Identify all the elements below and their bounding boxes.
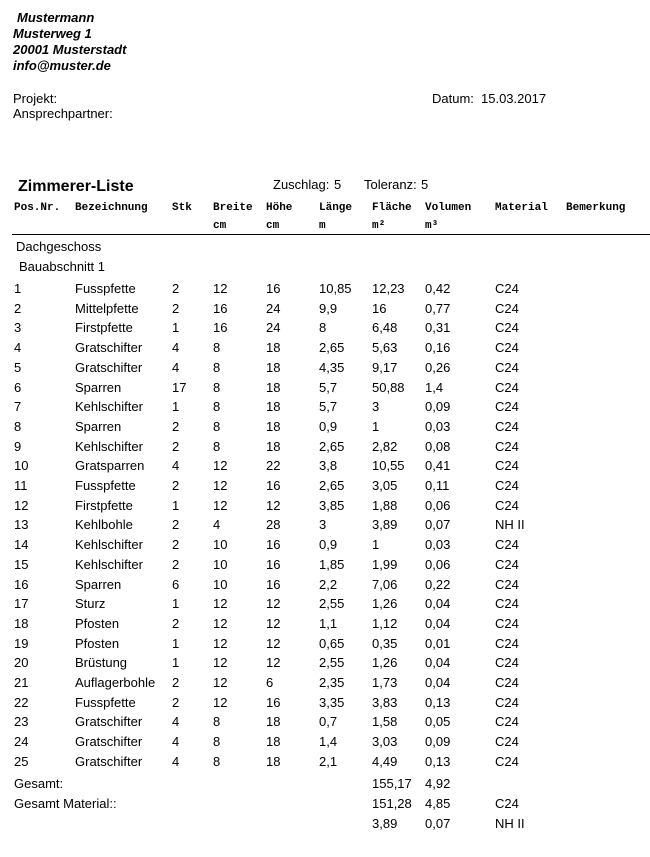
hoehe-cell: 12 (266, 596, 281, 611)
column-header: Material (495, 202, 548, 214)
flaeche-cell: 10,55 (372, 458, 405, 473)
pos-nr-cell: 25 (14, 754, 29, 769)
material-cell: C24 (495, 340, 519, 355)
ansprechpartner-label: Ansprechpartner: (13, 106, 113, 121)
zuschlag-value: 5 (334, 177, 342, 192)
material-cell: C24 (495, 419, 519, 434)
volumen-cell: 0,22 (425, 577, 451, 592)
flaeche-cell: 16 (372, 301, 387, 316)
flaeche-cell: 1,26 (372, 655, 398, 670)
column-header: Bezeichnung (75, 202, 148, 214)
laenge-cell: 1,4 (319, 734, 338, 749)
bezeichnung-cell: Fusspfette (75, 695, 136, 710)
laenge-cell: 1,85 (319, 557, 345, 572)
stk-cell: 2 (172, 281, 180, 296)
hoehe-cell: 16 (266, 281, 281, 296)
stk-cell: 2 (172, 517, 180, 532)
bezeichnung-cell: Fusspfette (75, 478, 136, 493)
bezeichnung-cell: Brüstung (75, 655, 128, 670)
bezeichnung-cell: Sparren (75, 577, 122, 592)
bezeichnung-cell: Sparren (75, 380, 122, 395)
sender-street: Musterweg 1 (13, 26, 92, 41)
column-unit: m³ (425, 220, 439, 232)
hoehe-cell: 12 (266, 616, 281, 631)
volumen-cell: 0,07 (425, 517, 451, 532)
subsection-heading: Bauabschnitt 1 (19, 259, 106, 274)
hoehe-cell: 18 (266, 754, 281, 769)
pos-nr-cell: 22 (14, 695, 29, 710)
flaeche-cell: 1,12 (372, 616, 398, 631)
volumen-cell: 1,4 (425, 380, 444, 395)
pos-nr-cell: 7 (14, 399, 22, 414)
volumen-cell: 0,03 (425, 537, 451, 552)
material-cell: C24 (495, 537, 519, 552)
sender-city: 20001 Musterstadt (13, 42, 127, 57)
stk-cell: 1 (172, 636, 180, 651)
breite-cell: 12 (213, 498, 228, 513)
volumen-cell: 0,41 (425, 458, 451, 473)
gesamt-label: Gesamt: (14, 776, 64, 791)
toleranz-value: 5 (421, 177, 429, 192)
bezeichnung-cell: Fusspfette (75, 281, 136, 296)
laenge-cell: 1,1 (319, 616, 338, 631)
stk-cell: 1 (172, 655, 180, 670)
material-cell: C24 (495, 399, 519, 414)
pos-nr-cell: 5 (14, 360, 22, 375)
flaeche-cell: 1,58 (372, 714, 398, 729)
breite-cell: 8 (213, 380, 221, 395)
bezeichnung-cell: Gratschifter (75, 360, 143, 375)
projekt-label: Projekt: (13, 91, 58, 106)
section-heading: Dachgeschoss (16, 239, 102, 254)
stk-cell: 4 (172, 360, 180, 375)
hoehe-cell: 12 (266, 498, 281, 513)
laenge-cell: 2,55 (319, 655, 345, 670)
sender-name: Mustermann (17, 10, 95, 25)
laenge-cell: 2,65 (319, 340, 345, 355)
volumen-cell: 0,06 (425, 557, 451, 572)
volumen-cell: 0,04 (425, 655, 451, 670)
laenge-cell: 2,1 (319, 754, 338, 769)
stk-cell: 1 (172, 320, 180, 335)
laenge-cell: 2,55 (319, 596, 345, 611)
bezeichnung-cell: Sturz (75, 596, 106, 611)
bezeichnung-cell: Kehlschifter (75, 537, 143, 552)
breite-cell: 12 (213, 636, 228, 651)
hoehe-cell: 16 (266, 478, 281, 493)
laenge-cell: 5,7 (319, 380, 338, 395)
stk-cell: 4 (172, 458, 180, 473)
pos-nr-cell: 16 (14, 577, 29, 592)
pos-nr-cell: 10 (14, 458, 29, 473)
hoehe-cell: 18 (266, 439, 281, 454)
material-total-flaeche: 3,89 (372, 816, 398, 831)
volumen-cell: 0,13 (425, 695, 451, 710)
flaeche-cell: 3 (372, 399, 380, 414)
column-header: Stk (172, 202, 192, 214)
hoehe-cell: 18 (266, 399, 281, 414)
flaeche-cell: 6,48 (372, 320, 398, 335)
flaeche-cell: 3,05 (372, 478, 398, 493)
pos-nr-cell: 18 (14, 616, 29, 631)
laenge-cell: 4,35 (319, 360, 345, 375)
breite-cell: 10 (213, 537, 228, 552)
hoehe-cell: 12 (266, 636, 281, 651)
hoehe-cell: 16 (266, 557, 281, 572)
material-total-volumen: 0,07 (425, 816, 451, 831)
flaeche-cell: 1,99 (372, 557, 398, 572)
bezeichnung-cell: Kehlschifter (75, 399, 143, 414)
stk-cell: 2 (172, 478, 180, 493)
column-header: Fläche (372, 202, 412, 214)
pos-nr-cell: 6 (14, 380, 22, 395)
breite-cell: 12 (213, 478, 228, 493)
volumen-cell: 0,09 (425, 399, 451, 414)
volumen-cell: 0,77 (425, 301, 451, 316)
hoehe-cell: 18 (266, 419, 281, 434)
laenge-cell: 2,65 (319, 439, 345, 454)
material-cell: C24 (495, 439, 519, 454)
flaeche-cell: 9,17 (372, 360, 398, 375)
zuschlag-label: Zuschlag: (273, 177, 330, 192)
breite-cell: 16 (213, 301, 228, 316)
laenge-cell: 0,7 (319, 714, 338, 729)
pos-nr-cell: 8 (14, 419, 22, 434)
material-cell: C24 (495, 596, 519, 611)
column-header: Breite (213, 202, 253, 214)
breite-cell: 8 (213, 734, 221, 749)
flaeche-cell: 1 (372, 419, 380, 434)
material-cell: C24 (495, 754, 519, 769)
laenge-cell: 2,2 (319, 577, 338, 592)
laenge-cell: 2,65 (319, 478, 345, 493)
flaeche-cell: 50,88 (372, 380, 405, 395)
volumen-cell: 0,26 (425, 360, 451, 375)
stk-cell: 2 (172, 695, 180, 710)
bezeichnung-cell: Gratschifter (75, 340, 143, 355)
hoehe-cell: 18 (266, 360, 281, 375)
material-cell: C24 (495, 714, 519, 729)
flaeche-cell: 1,73 (372, 675, 398, 690)
hoehe-cell: 24 (266, 301, 281, 316)
datum-label: Datum: (432, 91, 474, 106)
volumen-cell: 0,06 (425, 498, 451, 513)
volumen-cell: 0,16 (425, 340, 451, 355)
pos-nr-cell: 9 (14, 439, 22, 454)
page-title: Zimmerer-Liste (18, 178, 134, 195)
stk-cell: 4 (172, 734, 180, 749)
volumen-cell: 0,01 (425, 636, 451, 651)
pos-nr-cell: 1 (14, 281, 22, 296)
bezeichnung-cell: Firstpfette (75, 320, 133, 335)
hoehe-cell: 18 (266, 734, 281, 749)
column-header: Volumen (425, 202, 472, 214)
laenge-cell: 0,65 (319, 636, 345, 651)
material-cell: C24 (495, 478, 519, 493)
hoehe-cell: 6 (266, 675, 274, 690)
gesamt-flaeche: 155,17 (372, 776, 412, 791)
flaeche-cell: 5,63 (372, 340, 398, 355)
column-unit: cm (266, 220, 280, 232)
pos-nr-cell: 2 (14, 301, 22, 316)
sender-email: info@muster.de (13, 58, 111, 73)
stk-cell: 2 (172, 675, 180, 690)
flaeche-cell: 1,26 (372, 596, 398, 611)
breite-cell: 8 (213, 360, 221, 375)
hoehe-cell: 18 (266, 340, 281, 355)
volumen-cell: 0,03 (425, 419, 451, 434)
stk-cell: 6 (172, 577, 180, 592)
laenge-cell: 5,7 (319, 399, 338, 414)
laenge-cell: 0,9 (319, 419, 338, 434)
breite-cell: 4 (213, 517, 221, 532)
flaeche-cell: 1,88 (372, 498, 398, 513)
stk-cell: 4 (172, 754, 180, 769)
bezeichnung-cell: Kehlschifter (75, 557, 143, 572)
laenge-cell: 10,85 (319, 281, 352, 296)
volumen-cell: 0,04 (425, 616, 451, 631)
material-cell: C24 (495, 734, 519, 749)
volumen-cell: 0,08 (425, 439, 451, 454)
pos-nr-cell: 4 (14, 340, 22, 355)
bezeichnung-cell: Sparren (75, 419, 122, 434)
bezeichnung-cell: Mittelpfette (75, 301, 139, 316)
breite-cell: 8 (213, 439, 221, 454)
breite-cell: 16 (213, 320, 228, 335)
pos-nr-cell: 24 (14, 734, 29, 749)
flaeche-cell: 7,06 (372, 577, 398, 592)
breite-cell: 8 (213, 714, 221, 729)
datum-value: 15.03.2017 (481, 91, 547, 106)
material-cell: C24 (495, 557, 519, 572)
hoehe-cell: 16 (266, 537, 281, 552)
laenge-cell: 0,9 (319, 537, 338, 552)
bezeichnung-cell: Firstpfette (75, 498, 133, 513)
material-cell: NH II (495, 517, 525, 532)
stk-cell: 2 (172, 616, 180, 631)
material-cell: C24 (495, 636, 519, 651)
material-cell: C24 (495, 675, 519, 690)
bezeichnung-cell: Pfosten (75, 616, 120, 631)
bezeichnung-cell: Kehlbohle (75, 517, 133, 532)
flaeche-cell: 3,89 (372, 517, 398, 532)
hoehe-cell: 16 (266, 695, 281, 710)
stk-cell: 2 (172, 439, 180, 454)
breite-cell: 12 (213, 675, 228, 690)
material-total-name: C24 (495, 796, 519, 811)
breite-cell: 8 (213, 754, 221, 769)
column-unit: m (319, 220, 326, 232)
volumen-cell: 0,04 (425, 596, 451, 611)
bezeichnung-cell: Gratschifter (75, 714, 143, 729)
pos-nr-cell: 11 (14, 478, 28, 493)
bezeichnung-cell: Gratsparren (75, 458, 145, 473)
material-total-volumen: 4,85 (425, 796, 451, 811)
flaeche-cell: 2,82 (372, 439, 398, 454)
laenge-cell: 3,85 (319, 498, 345, 513)
breite-cell: 8 (213, 419, 221, 434)
material-cell: C24 (495, 458, 519, 473)
bezeichnung-cell: Auflagerbohle (75, 675, 156, 690)
column-unit: cm (213, 220, 227, 232)
laenge-cell: 3 (319, 517, 327, 532)
material-total-flaeche: 151,28 (372, 796, 412, 811)
hoehe-cell: 18 (266, 380, 281, 395)
breite-cell: 12 (213, 596, 228, 611)
material-cell: C24 (495, 695, 519, 710)
column-header: Bemerkung (566, 202, 626, 214)
breite-cell: 8 (213, 399, 221, 414)
pos-nr-cell: 13 (14, 517, 29, 532)
pos-nr-cell: 21 (14, 675, 29, 690)
stk-cell: 1 (172, 498, 180, 513)
stk-cell: 4 (172, 714, 180, 729)
breite-cell: 12 (213, 281, 228, 296)
flaeche-cell: 1 (372, 537, 380, 552)
flaeche-cell: 4,49 (372, 754, 398, 769)
volumen-cell: 0,05 (425, 714, 451, 729)
header-divider (12, 234, 650, 235)
laenge-cell: 3,35 (319, 695, 345, 710)
pos-nr-cell: 23 (14, 714, 29, 729)
gesamt-volumen: 4,92 (425, 776, 451, 791)
hoehe-cell: 12 (266, 655, 281, 670)
volumen-cell: 0,13 (425, 754, 451, 769)
laenge-cell: 2,35 (319, 675, 345, 690)
breite-cell: 10 (213, 577, 228, 592)
laenge-cell: 3,8 (319, 458, 338, 473)
pos-nr-cell: 17 (14, 596, 29, 611)
breite-cell: 10 (213, 557, 228, 572)
toleranz-label: Toleranz: (364, 177, 417, 192)
volumen-cell: 0,11 (425, 478, 450, 493)
flaeche-cell: 3,03 (372, 734, 398, 749)
material-total-name: NH II (495, 816, 525, 831)
material-cell: C24 (495, 380, 519, 395)
volumen-cell: 0,31 (425, 320, 451, 335)
hoehe-cell: 16 (266, 577, 281, 592)
pos-nr-cell: 20 (14, 655, 29, 670)
volumen-cell: 0,04 (425, 675, 451, 690)
laenge-cell: 8 (319, 320, 327, 335)
stk-cell: 2 (172, 537, 180, 552)
breite-cell: 12 (213, 458, 228, 473)
material-cell: C24 (495, 360, 519, 375)
bezeichnung-cell: Gratschifter (75, 734, 143, 749)
stk-cell: 2 (172, 301, 180, 316)
stk-cell: 17 (172, 380, 187, 395)
material-cell: C24 (495, 577, 519, 592)
material-cell: C24 (495, 655, 519, 670)
stk-cell: 1 (172, 399, 180, 414)
volumen-cell: 0,09 (425, 734, 451, 749)
bezeichnung-cell: Kehlschifter (75, 439, 143, 454)
pos-nr-cell: 12 (14, 498, 29, 513)
pos-nr-cell: 14 (14, 537, 29, 552)
material-cell: C24 (495, 498, 519, 513)
hoehe-cell: 28 (266, 517, 281, 532)
laenge-cell: 9,9 (319, 301, 338, 316)
volumen-cell: 0,42 (425, 281, 451, 296)
stk-cell: 2 (172, 557, 180, 572)
material-cell: C24 (495, 301, 519, 316)
column-header: Länge (319, 202, 353, 214)
stk-cell: 2 (172, 419, 180, 434)
hoehe-cell: 22 (266, 458, 281, 473)
hoehe-cell: 24 (266, 320, 281, 335)
gesamt-material-label: Gesamt Material:: (14, 796, 117, 811)
breite-cell: 12 (213, 695, 228, 710)
column-header: Höhe (266, 202, 293, 214)
flaeche-cell: 12,23 (372, 281, 405, 296)
breite-cell: 12 (213, 655, 228, 670)
material-cell: C24 (495, 320, 519, 335)
flaeche-cell: 3,83 (372, 695, 398, 710)
stk-cell: 4 (172, 340, 180, 355)
material-cell: C24 (495, 281, 519, 296)
hoehe-cell: 18 (266, 714, 281, 729)
column-header: Pos.Nr. (14, 202, 61, 214)
pos-nr-cell: 19 (14, 636, 29, 651)
stk-cell: 1 (172, 596, 180, 611)
pos-nr-cell: 3 (14, 320, 22, 335)
column-unit: m² (372, 220, 386, 232)
pos-nr-cell: 15 (14, 557, 29, 572)
flaeche-cell: 0,35 (372, 636, 398, 651)
material-cell: C24 (495, 616, 519, 631)
breite-cell: 12 (213, 616, 228, 631)
bezeichnung-cell: Gratschifter (75, 754, 143, 769)
breite-cell: 8 (213, 340, 221, 355)
bezeichnung-cell: Pfosten (75, 636, 120, 651)
